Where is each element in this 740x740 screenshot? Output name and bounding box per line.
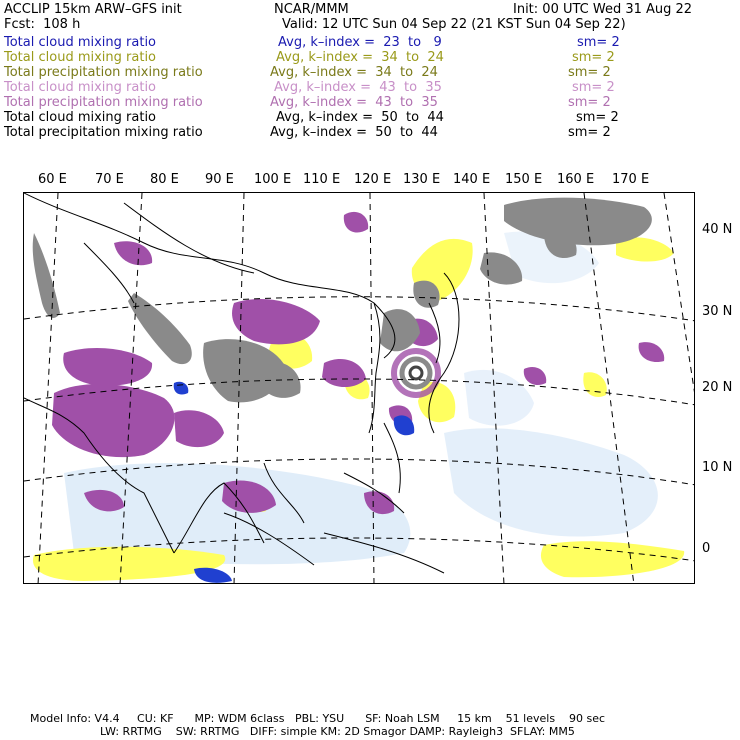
legend-field: Total precipitation mixing ratio: [4, 95, 203, 110]
legend-sm: sm= 2: [568, 95, 611, 110]
lat-label: 30 N: [702, 304, 733, 319]
legend-field: Total cloud mixing ratio: [4, 35, 157, 50]
legend-kindex: Avg, k–index = 23 to 9: [278, 35, 442, 50]
lon-label: 150 E: [505, 172, 543, 187]
legend-field: Total precipitation mixing ratio: [4, 125, 203, 140]
lon-label: 110 E: [303, 172, 341, 187]
legend-kindex: Avg, k–index = 43 to 35: [274, 80, 442, 95]
lon-label: 130 E: [403, 172, 441, 187]
lon-label: 90 E: [205, 172, 234, 187]
model-info-line1: Model Info: V4.4 CU: KF MP: WDM 6class PBL: YSU SF: Noah LSM 15 km 51 levels 90 sec: [30, 712, 606, 725]
forecast-map: [23, 192, 695, 584]
lon-label: 140 E: [453, 172, 491, 187]
legend-sm: sm= 2: [577, 35, 620, 50]
lon-label: 80 E: [150, 172, 179, 187]
legend-field: Total precipitation mixing ratio: [4, 65, 203, 80]
legend-sm: sm= 2: [572, 80, 615, 95]
lon-label: 70 E: [95, 172, 124, 187]
valid-time: Valid: 12 UTC Sun 04 Sep 22 (21 KST Sun 04 Sep 22): [282, 17, 626, 32]
legend-kindex: Avg, k–index = 34 to 24: [276, 50, 444, 65]
lon-label: 120 E: [354, 172, 392, 187]
legend-sm: sm= 2: [576, 110, 619, 125]
legend-field: Total cloud mixing ratio: [4, 80, 157, 95]
lat-label: 40 N: [702, 222, 733, 237]
lon-label: 60 E: [38, 172, 67, 187]
center-label: NCAR/MMM: [274, 2, 349, 17]
lon-label: 160 E: [557, 172, 595, 187]
legend-kindex: Avg, k–index = 50 to 44: [276, 110, 444, 125]
legend-field: Total cloud mixing ratio: [4, 50, 157, 65]
lon-label: 100 E: [254, 172, 292, 187]
legend-sm: sm= 2: [572, 50, 615, 65]
typhoon-swirl: [394, 351, 438, 395]
lon-label: 170 E: [612, 172, 650, 187]
lat-label: 20 N: [702, 380, 733, 395]
legend-kindex: Avg, k–index = 43 to 35: [270, 95, 438, 110]
init-time: Init: 00 UTC Wed 31 Aug 22: [513, 2, 693, 17]
legend-sm: sm= 2: [568, 65, 611, 80]
lat-label: 0: [702, 541, 711, 556]
legend-sm: sm= 2: [568, 125, 611, 140]
legend-kindex: Avg, k–index = 50 to 44: [270, 125, 438, 140]
title-left: ACCLIP 15km ARW–GFS init: [4, 2, 182, 17]
legend-kindex: Avg, k–index = 34 to 24: [270, 65, 438, 80]
legend-field: Total cloud mixing ratio: [4, 110, 157, 125]
lat-label: 10 N: [702, 460, 733, 475]
map-canvas: [24, 193, 695, 584]
model-info-line2: LW: RRTMG SW: RRTMG DIFF: simple KM: 2D Smagor DAMP: Rayleigh3 SFLAY: MM5: [100, 725, 575, 738]
forecast-hour: Fcst: 108 h: [4, 17, 81, 32]
